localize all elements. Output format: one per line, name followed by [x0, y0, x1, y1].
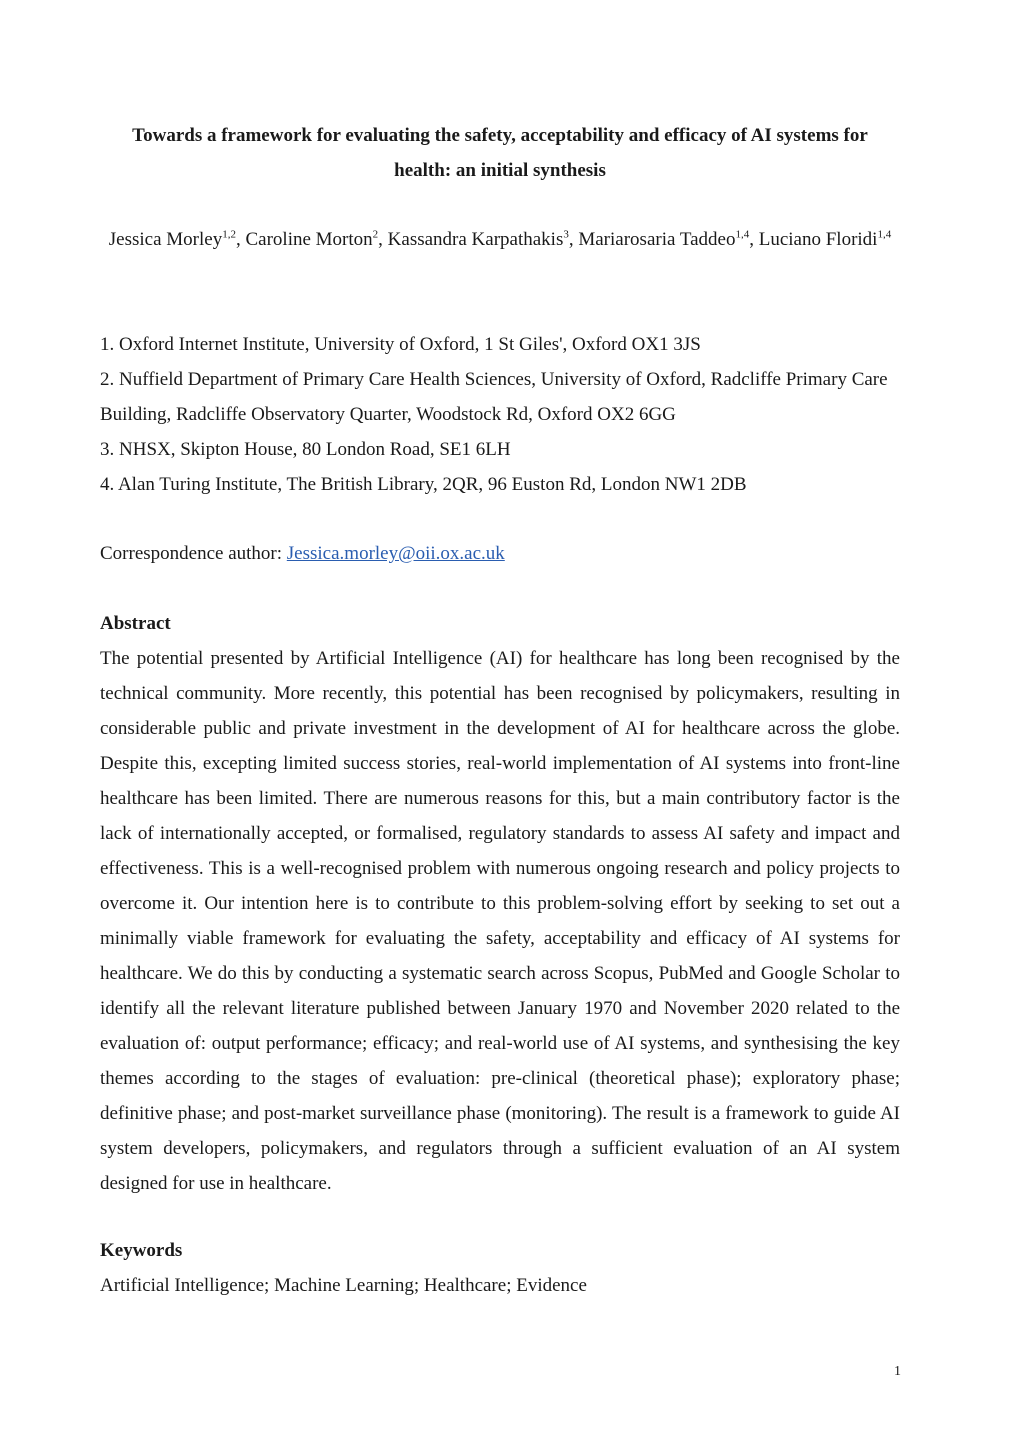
- correspondence-label: Correspondence author:: [100, 543, 287, 564]
- affiliation-item: 4. Alan Turing Institute, The British Library, 2QR, 96 Euston Rd, London NW1 2DB: [100, 474, 747, 495]
- correspondence-line: [100, 536, 900, 571]
- affiliation-list: [100, 327, 900, 502]
- author-list: [100, 222, 900, 257]
- keywords-list: Artificial Intelligence; Machine Learning; Healthcare; Evidence: [100, 1275, 587, 1296]
- author: Caroline Morton$^2$,: [245, 228, 388, 250]
- affiliation-item: 2. Nuffield Department of Primary Care Health Sciences, University of Oxford, Radcliffe Primary Care Building, Radcliffe Observatory Quarter, Woodstock Rd, Oxford OX2 6GG: [100, 369, 888, 425]
- author: Luciano Floridi$^{1,4}$: [758, 228, 892, 250]
- keywords-heading: Keywords: [100, 1240, 183, 1261]
- abstract-body: The potential presented by Artificial Intelligence (AI) for healthcare has long been recognised by the technical community. More recently, this potential has been recognised by policymakers, resulting in considerable public and private investment in the development of AI for healthcare across the globe. Despite this, excepting limited success stories, real-world implementation of AI systems into front-line healthcare has been limited. There are numerous reasons for this, but a main contributory factor is the lack of internationally accepted, or formalised, regulatory standards to assess AI safety and impact and effectiveness. This is a well-recognised problem with numerous ongoing research and policy projects to overcome it. Our intention here is to contribute to this problem-solving effort by seeking to set out a minimally viable framework for evaluating the safety, acceptability and efficacy of AI systems for healthcare. We do this by conducting a systematic search across Scopus, PubMed and Google Scholar to identify all the relevant literature published between January 1970 and November 2020 related to the evaluation of: output performance; efficacy; and real-world use of AI systems, and synthesising the key themes according to the stages of evaluation: pre-clinical (theoretical phase); exploratory phase; definitive phase; and post-market surveillance phase (monitoring). The result is a framework to guide AI system developers, policymakers, and regulators through a sufficient evaluation of an AI system designed for use in healthcare.: [100, 648, 900, 1194]
- keywords-section: [100, 1233, 900, 1303]
- page-number: 1: [894, 1364, 901, 1379]
- author: Jessica Morley$^{1,2}$,: [108, 228, 246, 250]
- correspondence-email-link[interactable]: Jessica.morley@oii.ox.ac.uk: [286, 543, 505, 564]
- author: Kassandra Karpathakis$^3$,: [387, 228, 579, 250]
- affiliation-item: 3. NHSX, Skipton House, 80 London Road, SE1 6LH: [100, 439, 511, 460]
- author: Mariarosaria Taddeo$^{1,4}$,: [578, 228, 759, 250]
- abstract-section: [100, 606, 900, 1201]
- title-line-1: Towards a framework for evaluating the safety, acceptability and efficacy of AI systems for: [132, 125, 868, 146]
- paper-title: [100, 118, 900, 188]
- affiliation-item: 1. Oxford Internet Institute, University of Oxford, 1 St Giles', Oxford OX1 3JS: [100, 334, 701, 355]
- title-line-2: health: an initial synthesis: [394, 160, 606, 181]
- abstract-heading: Abstract: [100, 613, 171, 634]
